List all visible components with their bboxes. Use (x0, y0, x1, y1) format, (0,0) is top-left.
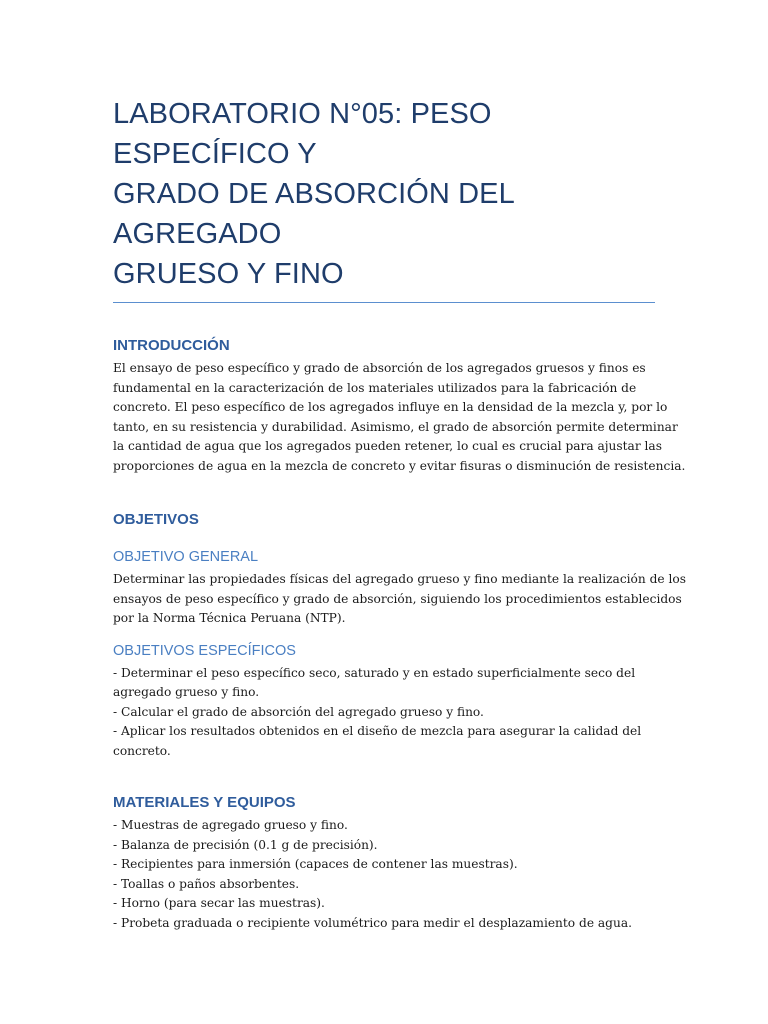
list-item: - Toallas o paños absorbentes. (113, 876, 300, 891)
section-heading: MATERIALES Y EQUIPOS (113, 794, 296, 811)
paragraph-line: Determinar las propiedades físicas del agregado grueso y fino mediante la realización de los (113, 572, 686, 586)
list-item: - Muestras de agregado grueso y fino. (113, 818, 348, 832)
list-item: - Horno (para secar las muestras). (113, 896, 325, 910)
title-line: GRADO DE ABSORCIÓN DEL AGREGADO (113, 178, 514, 250)
list-item-continuation: concreto. (113, 743, 171, 758)
intro-paragraph (113, 359, 686, 476)
paragraph-line: ensayos de peso específico y grado de absorción, siguiendo los procedimientos establecidos (113, 591, 682, 606)
list-item: - Determinar el peso específico seco, saturado y en estado superficialmente seco del (113, 665, 636, 680)
subsection-objetivo-general (113, 547, 686, 629)
section-heading: INTRODUCCIÓN (113, 337, 230, 354)
paragraph-line: proporciones de agua en la mezcla de concreto y evitar fisuras o disminución de resistencia. (113, 458, 686, 473)
section-objetivos (113, 510, 686, 761)
list-item: - Balanza de precisión (0.1 g de precisión). (113, 837, 378, 852)
list-item: - Recipientes para inmersión (capaces de contener las muestras). (113, 857, 518, 871)
subsection-heading: OBJETIVO GENERAL (113, 549, 259, 565)
section-heading: OBJETIVOS (113, 511, 199, 528)
paragraph-line: la cantidad de agua que los agregados pueden retener, lo cual es crucial para ajustar las (113, 439, 662, 453)
section-introduccion (113, 336, 686, 476)
title-divider (113, 302, 655, 303)
paragraph-line: concreto. El peso específico de los agregados influye en la densidad de la mezcla y, por lo (113, 400, 668, 414)
document-title (113, 94, 655, 302)
objetivo-general-paragraph (113, 570, 686, 629)
paragraph-line: El ensayo de peso específico y grado de absorción de los agregados gruesos y finos es (113, 361, 646, 375)
list-item: - Aplicar los resultados obtenidos en el diseño de mezcla para asegurar la calidad del (113, 724, 642, 738)
subsection-heading: OBJETIVOS ESPECÍFICOS (113, 642, 296, 659)
section-materiales-y-equipos (113, 793, 655, 933)
subsection-objetivos-especificos (113, 641, 655, 762)
paragraph-line: por la Norma Técnica Peruana (NTP). (113, 611, 346, 625)
materiales-list (113, 816, 655, 933)
document-page (113, 94, 686, 933)
title-line: LABORATORIO N°05: PESO ESPECÍFICO Y (113, 98, 492, 170)
list-item-continuation: agregado grueso y fino. (113, 685, 260, 699)
list-item: - Calcular el grado de absorción del agregado grueso y fino. (113, 704, 484, 719)
paragraph-line: fundamental en la caracterización de los materiales utilizados para la fabricación de (113, 380, 637, 395)
list-item: - Probeta graduada o recipiente volumétrico para medir el desplazamiento de agua. (113, 915, 632, 930)
paragraph-line: tanto, en su resistencia y durabilidad. Asimismo, el grado de absorción permite determinar (113, 419, 678, 434)
title-line: GRUESO Y FINO (113, 258, 344, 290)
objetivos-especificos-list (113, 664, 655, 762)
